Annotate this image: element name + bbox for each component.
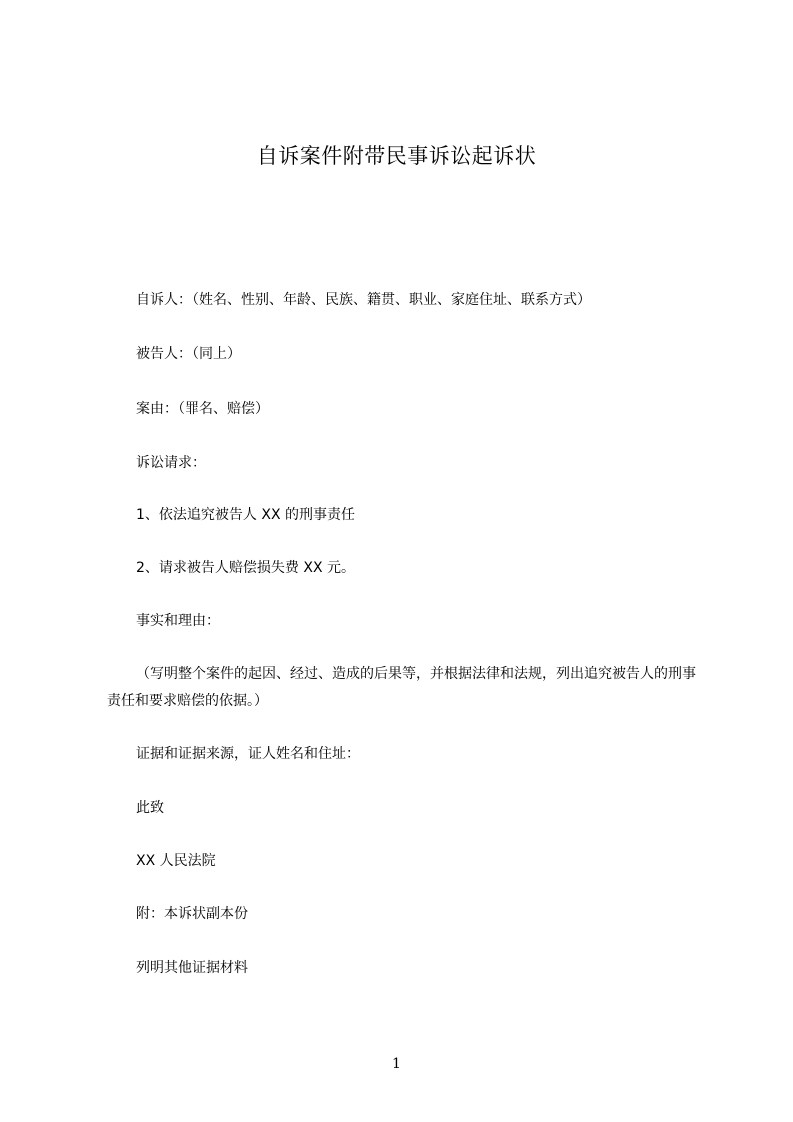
claim-item-1: 1、依法追究被告人 XX 的刑事责任	[136, 507, 355, 523]
evidence-line: 证据和证据来源，证人姓名和住址：	[136, 746, 360, 762]
facts-heading: 事实和理由：	[136, 613, 220, 629]
claim-item-2: 2、请求被告人赔偿损失费 XX 元。	[136, 560, 355, 576]
court-name-line: XX 人民法院	[136, 853, 216, 869]
other-evidence-line: 列明其他证据材料	[136, 960, 248, 976]
page-number: 1	[392, 1056, 401, 1072]
case-cause-line: 案由：（罪名、赔偿）	[136, 401, 269, 417]
defendant-line: 被告人：（同上）	[136, 346, 241, 362]
facts-body: （写明整个案件的起因、经过、造成的后果等，并根据法律和法规，列出追究被告人的刑事责任和要求赔偿的依据。）	[107, 666, 696, 709]
attachment-line: 附：本诉状副本份	[136, 906, 248, 922]
claims-heading: 诉讼请求：	[136, 455, 206, 471]
document-title: 自诉案件附带民事诉讼起诉状	[256, 144, 537, 168]
plaintiff-line: 自诉人：（姓名、性别、年龄、民族、籍贯、职业、家庭住址、联系方式）	[136, 292, 591, 308]
salutation-line: 此致	[136, 800, 164, 816]
